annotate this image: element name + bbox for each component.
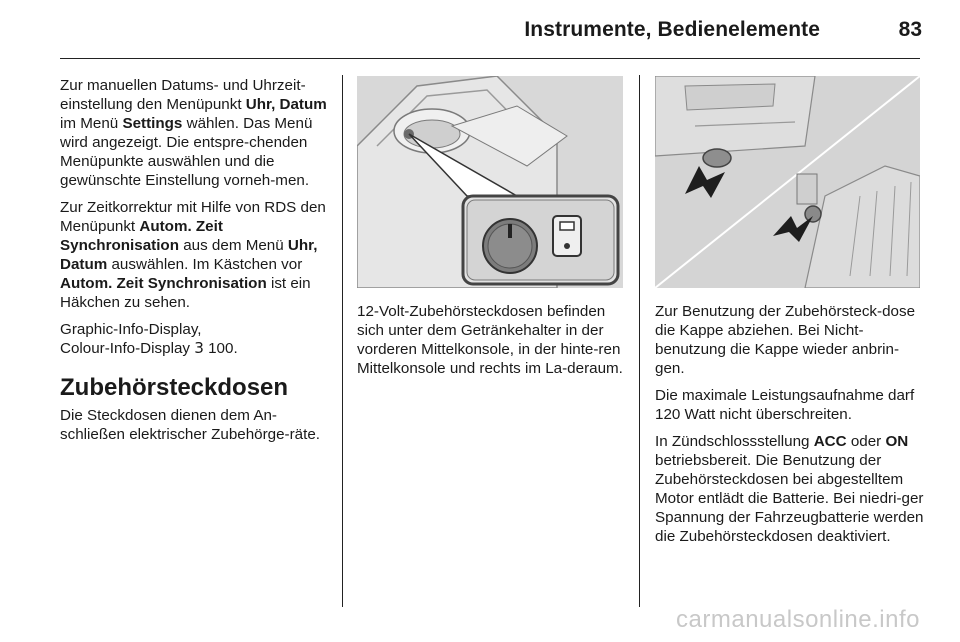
console-socket-illustration: [357, 76, 623, 288]
column-divider-2: [639, 75, 640, 607]
figure-rear-sockets: [655, 76, 920, 288]
rear-sockets-illustration: [655, 76, 920, 288]
left-column: [60, 76, 330, 452]
paragraph-rds: Zur Zeitkorrektur mit Hilfe von RDS den Menüpunkt Autom. Zeit Synchronisation aus dem Menü Uhr, Datum auswählen. Im Kästchen vor Autom. Zeit Synchronisation ist ein Häkchen zu sehen.: [60, 199, 326, 311]
page-title: Instrumente, Bedienelemente: [524, 18, 820, 41]
section-heading: Zubehörsteckdosen: [60, 374, 289, 401]
column-divider-1: [342, 75, 343, 607]
paragraph-ignition: In Zündschlossstellung ACC oder ON betriebsbereit. Die Benutzung der Zubehörsteckdosen bei abgestelltem Motor entlädt die Batterie. Bei niedri-ger Spannung der Fahrzeugbatterie werden die Zubehörsteckdosen deaktiviert.: [655, 433, 924, 545]
watermark: carmanualsonline.info: [676, 606, 920, 633]
paragraph-intro: Die Steckdosen dienen dem An-schließen elektrischer Zubehörge-räte.: [60, 407, 320, 443]
paragraph-display-ref: Graphic-Info-Display, Colour-Info-Display 3 100.: [60, 321, 238, 357]
middle-column: [357, 302, 627, 386]
paragraph-usage: Zur Benutzung der Zubehörsteck-dose die Kappe abziehen. Bei Nicht-benutzung die Kappe wieder anbrin-gen.: [655, 303, 916, 377]
figure-caption: 12-Volt-Zubehörsteckdosen befinden sich unter dem Getränkehalter in der vorderen Mittelkonsole, in der hinte-ren Mittelkonsole und rechts im La-deraum.: [357, 303, 623, 377]
page-reference-icon[interactable]: 3: [194, 339, 204, 357]
right-column: [655, 302, 925, 554]
paragraph-power-limit: Die maximale Leistungsaufnahme darf 120 Watt nicht überschreiten.: [655, 387, 915, 423]
figure-console-socket: [357, 76, 623, 288]
header-rule: [60, 58, 920, 59]
page-number: 83: [898, 18, 922, 41]
paragraph-date-time: Zur manuellen Datums- und Uhrzeit-einstellung den Menüpunkt Uhr, Datum im Menü Settings wählen. Das Menü wird angezeigt. Die entspre-chenden Menüpunkte auswählen und die gewünschte Einstellung vorneh-men.: [60, 77, 327, 189]
